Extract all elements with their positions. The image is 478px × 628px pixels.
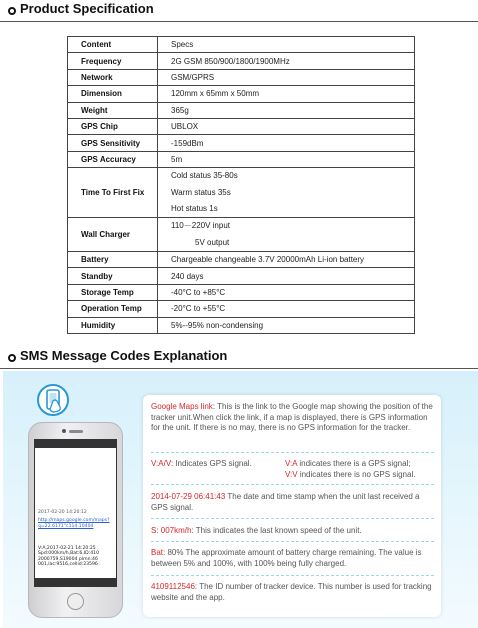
va-yes-text: indicates there is a GPS signal; [297, 459, 411, 468]
bullet-circle-icon [8, 7, 16, 15]
table-row [68, 37, 415, 53]
home-button [67, 593, 84, 610]
bottom-bar [35, 578, 116, 586]
va-label: V:A/V [151, 459, 171, 468]
maps-link-text: : This is the link to the Google map showing the position of the tracker unit.When click the link, if a map is displayed, there is GPS information for the unit. If there is no may, there is no GPS information for the tracker. [151, 402, 433, 432]
spec-value: Chargeable changeable 3.7V 20000mAh Li-ion battery [158, 252, 415, 268]
device-id-label: 4109112546 [151, 582, 195, 591]
table-row [68, 151, 415, 167]
battery-label: Bat [151, 548, 164, 557]
spec-value: 5%--95% non-condensing [158, 317, 415, 333]
message-1 [38, 510, 114, 529]
spec-value [158, 218, 415, 252]
message-2: V:A,2017-02-21 14:20:25 Spd:000km/h,Bat:6,ID:410 2000759,S19004 plmn:46 001,lac:9516,cellid:23596 [38, 546, 100, 568]
spec-key: GPS Chip [68, 118, 158, 134]
spec-value: 120mm x 65mm x 50mm [158, 86, 415, 102]
spec-value: -40°C to +85°C [158, 284, 415, 300]
device-id-row [151, 582, 434, 603]
table-row [68, 69, 415, 85]
spec-value: 365g [158, 102, 415, 118]
table-row [68, 284, 415, 300]
spec-key: Wall Charger [68, 218, 158, 252]
table-row [68, 118, 415, 134]
spec-value-line: Hot status 1s [171, 203, 218, 213]
timestamp-row [151, 492, 434, 513]
spec-value-line: Cold status 35-80s [171, 171, 238, 181]
table-row [68, 252, 415, 268]
spec-key: Battery [68, 252, 158, 268]
spec-value: 5m [158, 151, 415, 167]
gps-signal-values [285, 459, 435, 480]
spec-key: Frequency [68, 53, 158, 69]
table-row [68, 268, 415, 284]
battery-text: : 80% The approximate amount of battery charge remaining. The value is between 5% and 100%, with 100% being fully charged. [151, 548, 422, 568]
dashed-divider [151, 484, 434, 485]
spec-value [158, 168, 415, 218]
phone-screen [34, 439, 117, 587]
dashed-divider [151, 518, 434, 519]
phone-illustration [28, 422, 123, 618]
table-row [68, 218, 415, 252]
spec-value: UBLOX [158, 118, 415, 134]
table-row [68, 168, 415, 218]
spec-value: Specs [158, 37, 415, 53]
table-row [68, 53, 415, 69]
table-row [68, 317, 415, 333]
va-text: : Indicates GPS signal. [170, 459, 252, 468]
vv-label: V:V [285, 469, 298, 479]
spec-value: -20°C to +55°C [158, 301, 415, 317]
spec-key: GPS Accuracy [68, 151, 158, 167]
battery-row [151, 548, 434, 569]
table-row [68, 102, 415, 118]
touch-phone-icon [37, 384, 69, 416]
speaker-grille [69, 430, 83, 433]
product-spec-header [0, 0, 478, 22]
divider [0, 368, 478, 369]
spec-value: -159dBm [158, 135, 415, 151]
maps-link[interactable]: http://maps.google.com/maps?q=22.6171°c114.10404 [38, 518, 110, 529]
spec-value: 2G GSM 850/900/1800/1900MHz [158, 53, 415, 69]
vv-text: indicates there is no GPS signal. [297, 469, 416, 479]
spec-key: Weight [68, 102, 158, 118]
spec-value-line: 5V output [195, 237, 230, 247]
bullet-circle-icon [8, 354, 16, 362]
spec-value-line: Warm status 35s [171, 187, 231, 197]
section-title: SMS Message Codes Explanation [20, 348, 228, 363]
dashed-divider [151, 575, 434, 576]
speed-text: : This indicates the last known speed of the unit. [191, 526, 362, 535]
spec-key: Dimension [68, 86, 158, 102]
dashed-divider [151, 452, 434, 453]
spec-key: Operation Temp [68, 301, 158, 317]
speed-label: S: 007km/h [151, 526, 192, 535]
timestamp-label: 2014-07-29 06:41:43 [151, 492, 226, 501]
spec-key: Humidity [68, 317, 158, 333]
dashed-divider [151, 541, 434, 542]
spec-key: Content [68, 37, 158, 53]
spec-key: Standby [68, 268, 158, 284]
speed-row [151, 526, 434, 537]
section-title: Product Specification [20, 1, 154, 16]
spec-value: 240 days [158, 268, 415, 284]
spec-value-line: 110－220V input [171, 221, 231, 231]
table-row [68, 86, 415, 102]
divider [0, 21, 478, 22]
spec-key: GPS Sensitivity [68, 135, 158, 151]
table-row [68, 301, 415, 317]
table-row [68, 135, 415, 151]
spec-key: Time To First Fix [68, 168, 158, 218]
sms-codes-header [0, 347, 478, 369]
maps-link-label: Google Maps link [151, 402, 213, 411]
spec-key: Storage Temp [68, 284, 158, 300]
va-yes-label: V:A [285, 459, 298, 468]
maps-link-row [151, 402, 434, 434]
timestamp-text: The date and time stamp when the unit last received a GPS signal. [151, 492, 420, 512]
spec-table [67, 36, 415, 334]
status-bar [35, 440, 116, 448]
device-id-text: : The ID number of tracker device. This number is used for tracking website and the app. [151, 582, 432, 602]
spec-key: Network [68, 69, 158, 85]
message-time: 2017-02-20 14:20:12 [38, 510, 87, 515]
spec-value: GSM/GPRS [158, 69, 415, 85]
camera-icon [62, 429, 66, 433]
